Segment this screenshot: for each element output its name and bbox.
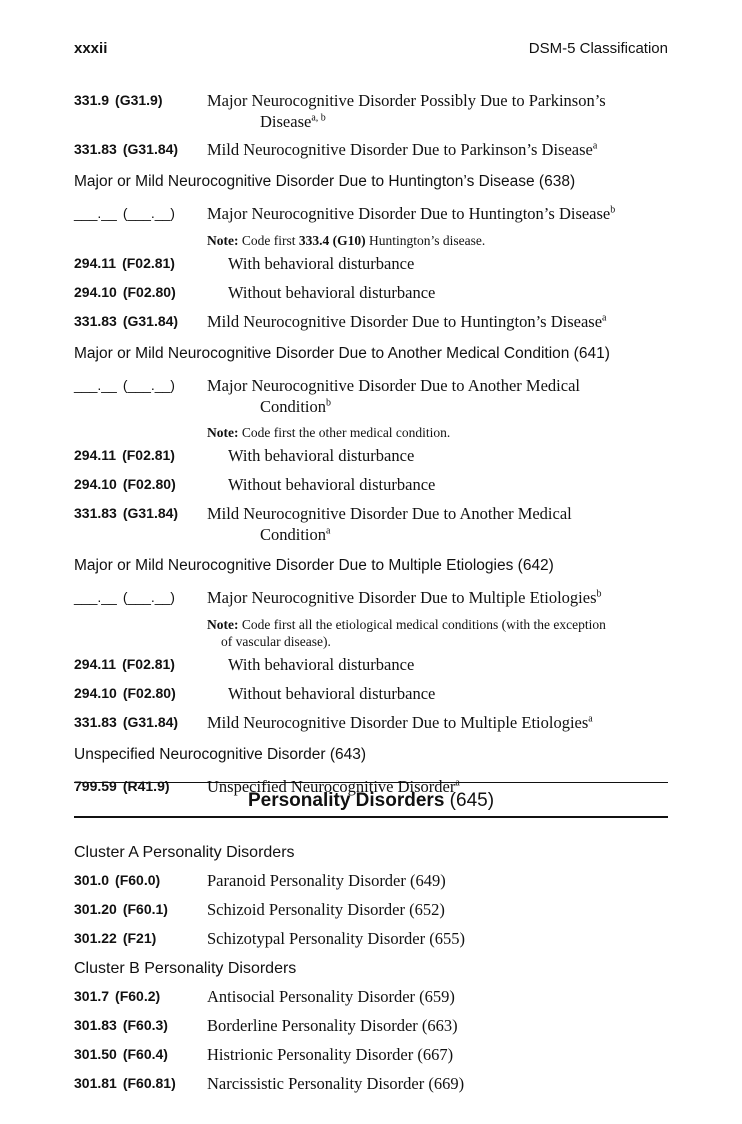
- diagnosis-codes: [74, 872, 160, 888]
- page-number: xxxii: [74, 40, 108, 57]
- dsm-code: 301.81: [74, 1075, 117, 1091]
- diagnosis-text: Antisocial Personality Disorder (659): [207, 987, 455, 1006]
- diagnosis-row: [74, 375, 674, 417]
- dsm-code: 294.11: [74, 656, 117, 672]
- dsm-code: 331.83: [74, 505, 117, 521]
- icd-code: (R41.9): [122, 778, 170, 794]
- footnote-marker: b: [596, 588, 602, 600]
- diagnosis-codes: [74, 92, 163, 108]
- icd-code: (G31.84): [122, 505, 179, 521]
- footnote-marker: b: [326, 397, 332, 409]
- section-rule-top: [74, 782, 668, 783]
- icd-code: (G31.84): [122, 141, 179, 157]
- diagnosis-row: [74, 1044, 674, 1066]
- diagnosis-name: [207, 90, 674, 132]
- diagnosis-text: Without behavioral disturbance: [228, 283, 436, 302]
- diagnosis-name: [207, 1073, 674, 1094]
- note-text: Code first: [238, 233, 299, 248]
- diagnosis-text: With behavioral disturbance: [228, 446, 415, 465]
- group-heading: Major or Mild Neurocognitive Disorder Due to Huntington’s Disease (638): [74, 173, 576, 190]
- diagnosis-name: [228, 474, 674, 495]
- diagnosis-text: Histrionic Personality Disorder (667): [207, 1045, 454, 1064]
- diagnosis-row: [74, 203, 674, 225]
- dsm-code: 294.10: [74, 685, 117, 701]
- diagnosis-text-line2: Disease: [260, 112, 312, 131]
- icd-code: (G31.9): [115, 92, 163, 108]
- specifier-row: [74, 282, 674, 304]
- dsm-code: 294.11: [74, 255, 117, 271]
- diagnosis-row: [74, 899, 674, 921]
- diagnosis-text-wrap: [207, 396, 674, 417]
- dsm-code: 331.83: [74, 313, 117, 329]
- coding-note: [207, 232, 674, 249]
- dsm-code: 294.10: [74, 284, 117, 300]
- specifier-row: [74, 474, 674, 496]
- dsm-code: 301.20: [74, 901, 117, 917]
- diagnosis-codes: [74, 447, 175, 463]
- diagnosis-codes: [74, 1075, 176, 1091]
- group-heading: Major or Mild Neurocognitive Disorder Due to Another Medical Condition (641): [74, 345, 610, 362]
- section-rule-bottom: [74, 816, 668, 818]
- diagnosis-text-wrap: [207, 524, 674, 545]
- diagnosis-name: [207, 587, 674, 608]
- specifier-row: [74, 683, 674, 705]
- icd-code: (___.__): [122, 589, 175, 605]
- icd-code: (F60.0): [115, 872, 161, 888]
- footnote-marker: a: [588, 713, 593, 725]
- diagnosis-text: Mild Neurocognitive Disorder Due to Parkinson’s Disease: [207, 140, 593, 159]
- note-code: 333.4 (G10): [298, 233, 366, 248]
- diagnosis-row: [74, 712, 674, 734]
- dsm-code: ___.__: [74, 205, 117, 221]
- coding-note: [207, 616, 674, 650]
- section-title: Personality Disorders: [247, 790, 445, 811]
- dsm-code: 331.83: [74, 714, 117, 730]
- diagnosis-codes: [74, 1017, 168, 1033]
- classification-list-neurocognitive: [74, 90, 674, 805]
- note-label: Note:: [207, 233, 239, 248]
- icd-code: (F02.80): [122, 476, 176, 492]
- diagnosis-codes: [74, 930, 156, 946]
- note-label: Note:: [207, 425, 239, 440]
- diagnosis-row: [74, 311, 674, 333]
- dsm-code: ___.__: [74, 589, 117, 605]
- note-text-line2: of vascular disease).: [221, 634, 331, 649]
- dsm-code: 301.22: [74, 930, 117, 946]
- diagnosis-name: [207, 375, 674, 417]
- diagnosis-name: [207, 928, 674, 949]
- diagnosis-text: Major Neurocognitive Disorder Due to Another Medical: [207, 376, 580, 395]
- diagnosis-text: Schizoid Personality Disorder (652): [207, 900, 445, 919]
- diagnosis-text: Without behavioral disturbance: [228, 475, 436, 494]
- footnote-marker: a, b: [311, 112, 326, 124]
- diagnosis-row: [74, 1015, 674, 1037]
- diagnosis-text-line2: Condition: [260, 525, 327, 544]
- diagnosis-text: Paranoid Personality Disorder (649): [207, 871, 446, 890]
- dsm-code: 301.7: [74, 988, 110, 1004]
- diagnosis-name: [207, 899, 674, 920]
- dsm-code: 301.83: [74, 1017, 117, 1033]
- specifier-row: [74, 654, 674, 676]
- diagnosis-name: [207, 203, 674, 224]
- page-header: [74, 40, 668, 62]
- icd-code: (___.__): [122, 205, 175, 221]
- icd-code: (G31.84): [122, 313, 179, 329]
- footnote-marker: a: [592, 140, 598, 152]
- icd-code: (F02.81): [122, 656, 175, 672]
- section-page: (645): [444, 790, 495, 811]
- diagnosis-text: Mild Neurocognitive Disorder Due to Another Medical: [207, 504, 572, 523]
- diagnosis-name: [228, 445, 674, 466]
- dsm-code: 294.10: [74, 476, 117, 492]
- diagnosis-text: Major Neurocognitive Disorder Due to Multiple Etiologies: [207, 588, 597, 607]
- diagnosis-codes: [74, 377, 175, 393]
- footnote-marker: a: [455, 777, 460, 789]
- diagnosis-codes: [74, 141, 178, 157]
- icd-code: (F60.81): [122, 1075, 176, 1091]
- diagnosis-codes: [74, 313, 178, 329]
- icd-code: (F60.3): [122, 1017, 168, 1033]
- specifier-row: [74, 253, 674, 275]
- diagnosis-codes: [74, 685, 176, 701]
- icd-code: (___.__): [122, 377, 175, 393]
- diagnosis-name: [228, 683, 674, 704]
- note-text-cont: Huntington’s disease.: [365, 233, 486, 248]
- diagnosis-row: [74, 587, 674, 609]
- diagnosis-text-wrap: [207, 111, 674, 132]
- diagnosis-name: [207, 712, 674, 733]
- diagnosis-codes: [74, 901, 168, 917]
- diagnosis-text: Major Neurocognitive Disorder Due to Huntington’s Disease: [207, 204, 611, 223]
- diagnosis-name: [207, 1044, 674, 1065]
- section-heading: [74, 790, 668, 812]
- diagnosis-codes: [74, 589, 175, 605]
- diagnosis-codes: [74, 205, 175, 221]
- note-text: Code first the other medical condition.: [238, 425, 451, 440]
- coding-note: [207, 424, 674, 441]
- icd-code: (F21): [122, 930, 157, 946]
- diagnosis-text: Narcissistic Personality Disorder (669): [207, 1074, 465, 1093]
- dsm-code: 331.9: [74, 92, 110, 108]
- diagnosis-text: Major Neurocognitive Disorder Possibly Due to Parkinson’s: [207, 91, 606, 110]
- dsm-code: 799.59: [74, 778, 117, 794]
- icd-code: (F02.81): [122, 255, 175, 271]
- diagnosis-codes: [74, 656, 175, 672]
- diagnosis-row: [74, 1073, 674, 1095]
- dsm-code: 331.83: [74, 141, 117, 157]
- footnote-marker: a: [602, 312, 607, 324]
- icd-code: (F60.2): [115, 988, 161, 1004]
- diagnosis-codes: [74, 988, 160, 1004]
- diagnosis-name: [228, 253, 674, 274]
- diagnosis-row: [74, 986, 674, 1008]
- diagnosis-text: Mild Neurocognitive Disorder Due to Huntington’s Disease: [207, 312, 603, 331]
- diagnosis-row: [74, 139, 674, 161]
- diagnosis-text: Schizotypal Personality Disorder (655): [207, 929, 465, 948]
- diagnosis-text-line2: Condition: [260, 397, 327, 416]
- note-label: Note:: [207, 617, 239, 632]
- cluster-heading: Cluster A Personality Disorders: [74, 844, 295, 861]
- dsm-code: ___.__: [74, 377, 117, 393]
- diagnosis-name: [228, 654, 674, 675]
- icd-code: (F60.1): [122, 901, 168, 917]
- diagnosis-text: Mild Neurocognitive Disorder Due to Multiple Etiologies: [207, 713, 589, 732]
- classification-list-personality: [74, 834, 674, 1102]
- specifier-row: [74, 445, 674, 467]
- diagnosis-row: [74, 928, 674, 950]
- footnote-marker: b: [610, 204, 616, 216]
- cluster-heading: Cluster B Personality Disorders: [74, 960, 297, 977]
- diagnosis-text: Unspecified Neurocognitive Disorder: [207, 777, 456, 796]
- diagnosis-text: Borderline Personality Disorder (663): [207, 1016, 458, 1035]
- diagnosis-name: [207, 870, 674, 891]
- diagnosis-name: [207, 311, 674, 332]
- diagnosis-codes: [74, 255, 175, 271]
- diagnosis-text: With behavioral disturbance: [228, 655, 415, 674]
- diagnosis-row: [74, 503, 674, 545]
- icd-code: (F60.4): [122, 1046, 168, 1062]
- diagnosis-name: [207, 139, 674, 160]
- icd-code: (F02.80): [122, 685, 176, 701]
- running-title: DSM-5 Classification: [528, 40, 668, 57]
- dsm-code: 301.0: [74, 872, 110, 888]
- diagnosis-codes: [74, 714, 178, 730]
- diagnosis-row: [74, 90, 674, 132]
- group-heading: Unspecified Neurocognitive Disorder (643): [74, 746, 367, 763]
- diagnosis-codes: [74, 476, 176, 492]
- diagnosis-name: [228, 282, 674, 303]
- diagnosis-text: Without behavioral disturbance: [228, 684, 436, 703]
- dsm-code: 301.50: [74, 1046, 117, 1062]
- icd-code: (F02.81): [122, 447, 175, 463]
- diagnosis-codes: [74, 284, 176, 300]
- diagnosis-row: [74, 870, 674, 892]
- group-heading: Major or Mild Neurocognitive Disorder Due to Multiple Etiologies (642): [74, 557, 554, 574]
- icd-code: (G31.84): [122, 714, 179, 730]
- dsm-code: 294.11: [74, 447, 117, 463]
- diagnosis-name: [207, 503, 674, 545]
- diagnosis-codes: [74, 505, 178, 521]
- icd-code: (F02.80): [122, 284, 176, 300]
- diagnosis-name: [207, 986, 674, 1007]
- note-text: Code first all the etiological medical conditions (with the exception: [238, 617, 606, 632]
- footnote-marker: a: [326, 525, 331, 537]
- diagnosis-text: With behavioral disturbance: [228, 254, 415, 273]
- diagnosis-name: [207, 1015, 674, 1036]
- diagnosis-codes: [74, 1046, 168, 1062]
